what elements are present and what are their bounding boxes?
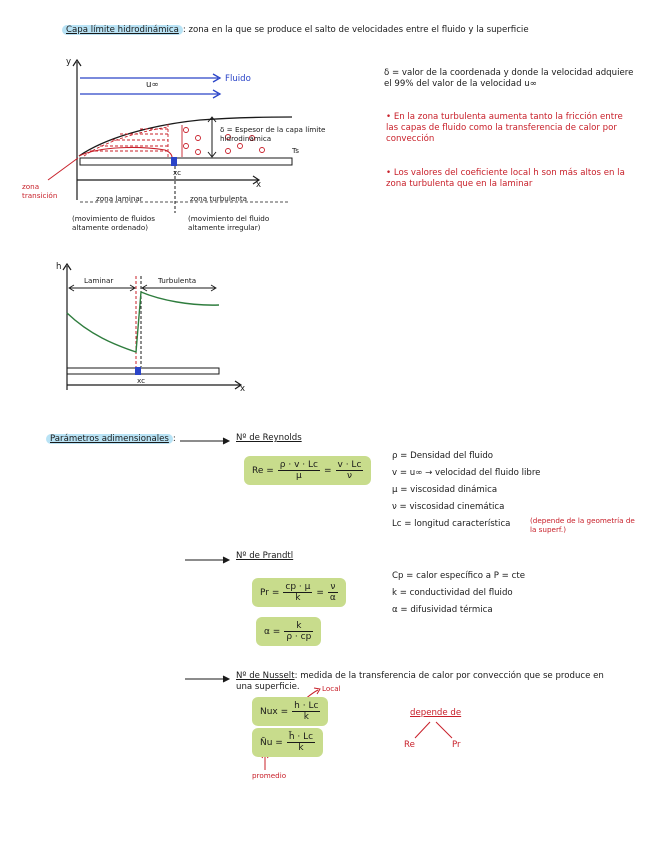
laminar-profile <box>84 124 168 157</box>
laminar-desc: (movimiento de fluidos altamente ordenado) <box>72 214 155 232</box>
fluid-label: Fluido <box>225 74 251 84</box>
depends-re: Re <box>404 740 415 750</box>
note-bullet-1: • En la zona turbulenta aumenta tanto la fricción entre las capas de fluido como la transferencia de calor por convección <box>386 112 623 144</box>
turbulent-desc: (movimiento del fluido altamente irregular) <box>188 214 270 232</box>
prandtl-title: Nº de Prandtl <box>236 551 294 561</box>
depends-label: depende de <box>410 708 462 718</box>
page-title: Capa límite hidrodinámica <box>62 25 183 35</box>
laminar-zone-label: zona laminar <box>96 194 143 203</box>
reynolds-definitions <box>392 448 540 533</box>
nusselt-heading <box>236 671 616 693</box>
fig2-xc-marker <box>135 367 141 375</box>
reynolds-def: ρ = Densidad del fluido <box>392 451 494 461</box>
turbulent-zone-label: zona turbulenta <box>190 194 248 203</box>
reynolds-def: μ = viscosidad dinámica <box>392 485 498 495</box>
h-curve <box>67 292 219 352</box>
depends-pr: Pr <box>452 740 461 750</box>
prandtl-def: α = difusividad térmica <box>392 605 493 615</box>
fig1-x-label: x <box>256 180 262 190</box>
params-heading: Parámetros adimensionales : <box>46 434 176 445</box>
transition-pointer <box>48 158 78 180</box>
u-inf-label: u∞ <box>146 80 159 90</box>
bullet-dot: • <box>386 112 394 122</box>
xc-marker <box>171 157 177 166</box>
avg-label: promedio <box>252 771 287 780</box>
nusselt-local-formula: Nux = $\frac{h \cdot Lc}{k}$ <box>252 697 328 726</box>
params-title: Parámetros adimensionales <box>46 434 173 444</box>
fig2-plate <box>67 368 219 374</box>
prandtl-formula: Pr = $\frac{cp \cdot \mu}{k}$ = $\frac{\nu}{\alpha}$ <box>252 578 346 607</box>
transition-curve <box>79 148 172 157</box>
prandtl-def: k = conductividad del fluido <box>392 588 513 598</box>
flat-plate <box>80 158 292 165</box>
prandtl-def: Cp = calor específico a P = cte <box>392 571 525 581</box>
xc-label: xc <box>173 168 182 177</box>
fig2-x-label: x <box>240 384 246 394</box>
fig2-y-label: h <box>56 262 62 272</box>
transition-zone-label: zona transición <box>22 182 58 200</box>
reynolds-formula: Re = $\frac{\rho \cdot v \cdot Lc}{\mu}$ = $\frac{v \cdot Lc}{\nu}$ <box>244 456 371 485</box>
fig2-xc-label: xc <box>137 376 146 385</box>
ts-label: Ts <box>292 146 299 155</box>
dep-branch-1 <box>415 722 430 738</box>
fig2-laminar-label: Laminar <box>84 276 114 285</box>
reynolds-def: ν = viscosidad cinemática <box>392 502 505 512</box>
prandtl-definitions <box>392 568 525 619</box>
fig2-turbulent-label: Turbulenta <box>158 276 197 285</box>
dep-branch-2 <box>436 722 452 738</box>
delta-label: δ = Espesor de la capa límite hidrodinámica <box>220 125 326 143</box>
nusselt-desc: : medida de la transferencia de calor por convección que se produce en una superficie. <box>236 671 604 692</box>
reynolds-def: v = u∞ → velocidad del fluido libre <box>392 468 541 478</box>
note-bullet-2: • Los valores del coeficiente local h son más altos en la zona turbulenta que en la laminar <box>386 168 625 189</box>
local-label: Local <box>322 684 341 693</box>
fig1-y-label: y <box>66 57 72 67</box>
reynolds-title: Nº de Reynolds <box>236 433 302 443</box>
lc-note: (depende de la geometría de la superf.) <box>530 516 635 534</box>
alpha-formula: α = $\frac{k}{\rho \cdot cp}$ <box>256 617 321 646</box>
title-definition: : zona en la que se produce el salto de velocidades entre el fluido y la superficie <box>182 25 529 35</box>
delta-definition: δ = valor de la coordenada y donde la velocidad adquiere el 99% del valor de la velocidad u∞ <box>384 68 634 89</box>
bullet-dot: • <box>386 168 394 178</box>
nusselt-title: Nº de Nusselt <box>236 671 295 681</box>
nusselt-avg-formula: N̄u = $\frac{h̄ \cdot Lc}{k}$ <box>252 728 323 757</box>
reynolds-def: Lc = longitud característica <box>392 519 511 529</box>
